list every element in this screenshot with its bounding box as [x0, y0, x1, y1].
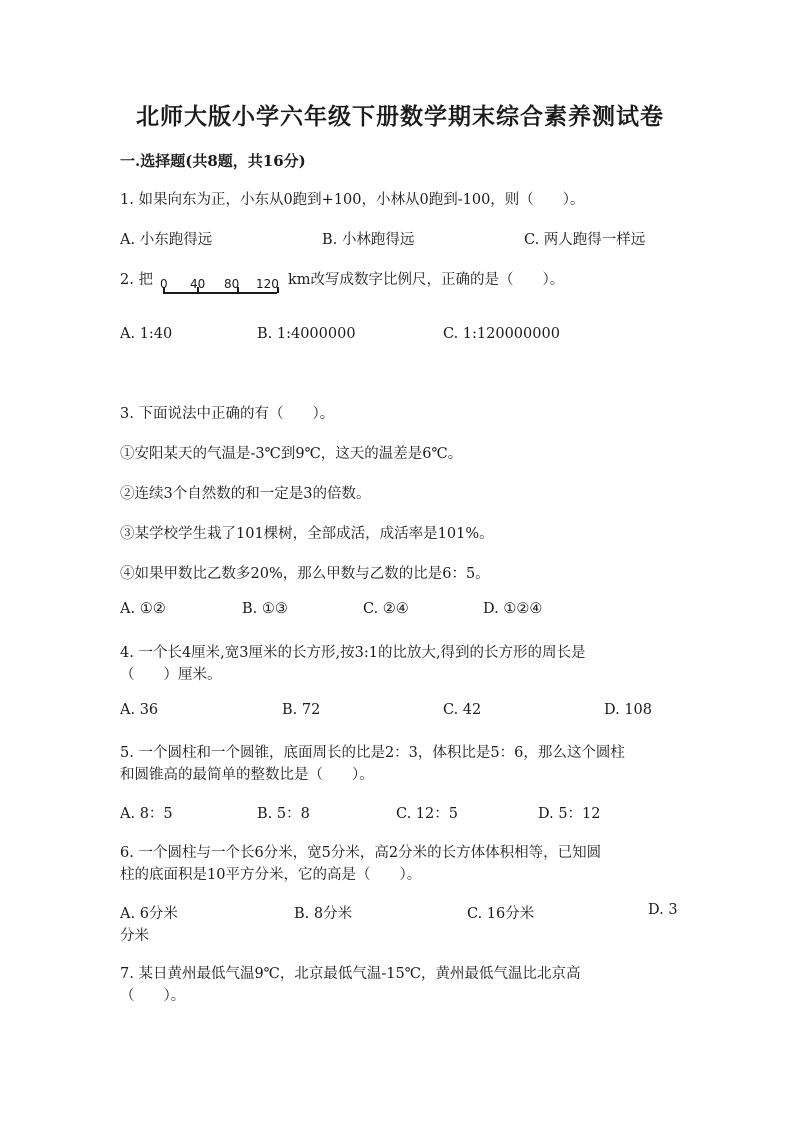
question-3-statement-4: ④如果甲数比乙数多20%，那么甲数与乙数的比是6：5。 [120, 566, 490, 582]
question-1-stem: 1. 如果向东为正，小东从0跑到+100，小林从0跑到-100，则（ ）。 [120, 192, 585, 208]
scale-label-40: 40 [190, 277, 206, 291]
question-6-stem-line-1: 6. 一个圆柱与一个长6分米，宽5分米，高2分米的长方体体积相等，已知圆 [120, 845, 602, 861]
question-4-option-b[interactable]: B. 72 [282, 702, 321, 718]
question-2-prefix: 2. 把 [120, 272, 153, 288]
scale-label-0: 0 [160, 277, 168, 291]
question-2-option-a[interactable]: A. 1:40 [120, 326, 173, 342]
question-5-option-d[interactable]: D. 5：12 [538, 806, 601, 822]
question-7-stem-line-2: （ ）。 [120, 988, 186, 1004]
question-3-statement-3: ③某学校学生栽了101棵树，全部成活，成活率是101%。 [120, 526, 494, 542]
question-5-option-b[interactable]: B. 5：8 [257, 806, 310, 822]
question-3-option-d[interactable]: D. ①②④ [483, 601, 543, 617]
question-7-stem-line-1: 7. 某日黄州最低气温9℃，北京最低气温-15℃，黄州最低气温比北京高 [120, 966, 581, 982]
question-4-stem-line-2: （ ）厘米。 [120, 667, 222, 683]
question-4-option-a[interactable]: A. 36 [120, 702, 159, 718]
scale-label-120: 120 [256, 277, 279, 291]
scale-label-80: 80 [224, 277, 240, 291]
question-5-option-c[interactable]: C. 12：5 [396, 806, 458, 822]
question-3-option-c[interactable]: C. ②④ [363, 601, 409, 617]
question-6-stem-line-2: 柱的底面积是10平方分米，它的高是（ ）。 [120, 867, 422, 883]
question-3-statement-2: ②连续3个自然数的和一定是3的倍数。 [120, 486, 371, 502]
question-4-stem-line-1: 4. 一个长4厘米,宽3厘米的长方形,按3:1的比放大,得到的长方形的周长是 [120, 645, 586, 661]
question-4-option-c[interactable]: C. 42 [443, 702, 482, 718]
exam-title: 北师大版小学六年级下册数学期末综合素养测试卷 [136, 103, 664, 130]
question-5-stem-line-1: 5. 一个圆柱和一个圆锥，底面周长的比是2：3，体积比是5：6，那么这个圆柱 [120, 745, 625, 761]
question-6-option-d[interactable]: D. 3 [648, 902, 678, 918]
scale-tick [197, 287, 199, 293]
question-6-option-c[interactable]: C. 16分米 [467, 906, 535, 922]
line-scale-bar [160, 277, 282, 297]
question-6-option-d-wrap: 分米 [120, 928, 149, 944]
scale-tick [277, 287, 279, 293]
question-4-option-d[interactable]: D. 108 [604, 702, 653, 718]
scale-line [163, 292, 277, 294]
question-2-stem: km改写成数字比例尺，正确的是（ ）。 [288, 272, 565, 288]
question-1-option-c[interactable]: C. 两人跑得一样远 [524, 232, 646, 248]
question-6-option-b[interactable]: B. 8分米 [294, 906, 353, 922]
section-heading: 一.选择题(共8题，共16分) [120, 152, 306, 170]
question-5-option-a[interactable]: A. 8：5 [120, 806, 173, 822]
question-3-statement-1: ①安阳某天的气温是-3℃到9℃，这天的温差是6℃。 [120, 446, 463, 462]
question-2-option-b[interactable]: B. 1:4000000 [257, 326, 356, 342]
scale-tick [163, 287, 165, 293]
question-2-option-c[interactable]: C. 1:120000000 [443, 326, 560, 342]
question-3-option-b[interactable]: B. ①③ [242, 601, 288, 617]
question-1-option-b[interactable]: B. 小林跑得远 [322, 232, 415, 248]
question-3-stem: 3. 下面说法中正确的有（ ）。 [120, 406, 335, 422]
question-1-option-a[interactable]: A. 小东跑得远 [120, 232, 213, 248]
question-5-stem-line-2: 和圆锥高的最简单的整数比是（ ）。 [120, 767, 374, 783]
question-6-option-a[interactable]: A. 6分米 [120, 906, 178, 922]
question-3-option-a[interactable]: A. ①② [120, 601, 166, 617]
scale-tick [237, 287, 239, 293]
